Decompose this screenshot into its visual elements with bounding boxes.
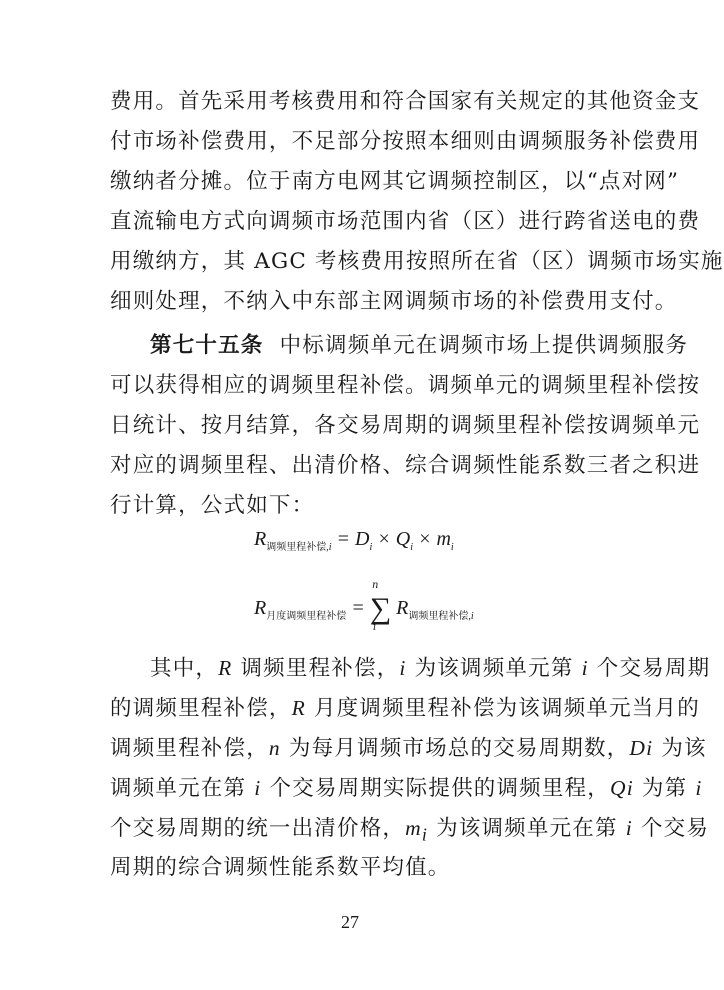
article-text: 中标调频单元在调频市场上提供调频服务 <box>279 333 689 358</box>
article-title: 第七十五条 <box>150 333 264 358</box>
text-line: 可以获得相应的调频里程补偿。调频单元的调频里程补偿按 <box>110 373 701 398</box>
text-line: 个交易周期的统一出清价格，$m_i$ 为该调频单元在第 i 个交易 <box>110 816 710 845</box>
sum-upper-limit: n <box>372 580 379 591</box>
formula-mileage-compensation: $R_{调频里程补偿,i} = D_i \times Q_i \times m_i$ <box>254 528 454 553</box>
text-line: 费用。首先采用考核费用和符合国家有关规定的其他资金支 <box>110 89 701 114</box>
formula-subscript: 调频里程补偿, <box>408 611 471 622</box>
sum-lower-limit: i <box>373 622 377 633</box>
formula-monthly-compensation: $R_{月度调频里程补偿}$ = ∑ $R_{调频里程补偿,i}$ <box>254 592 474 625</box>
text-line: 周期的综合调频性能系数平均值。 <box>110 855 451 880</box>
text-line: 其中，R 调频里程补偿，i 为该调频单元第 i 个交易周期 <box>150 656 711 681</box>
text-line: 直流输电方式向调频市场范围内省（区）进行跨省送电的费 <box>110 209 701 234</box>
text-line: 缴纳者分摊。位于南方电网其它调频控制区，以“点对网” <box>110 169 680 194</box>
article-75-first-line <box>150 328 689 364</box>
text-line: 调频单元在第 i 个交易周期实际提供的调频里程，Qi 为第 i <box>110 776 703 801</box>
formula-subscript: 月度调频里程补偿 <box>266 611 347 622</box>
page-number: 27 <box>341 912 359 932</box>
formula-subscript: 调频里程补偿, <box>266 542 329 553</box>
text-line: 付市场补偿费用，不足部分按照本细则由调频服务补偿费用 <box>110 129 701 154</box>
text-line: 行计算，公式如下： <box>110 493 315 518</box>
text-line: 细则处理，不纳入中东部主网调频市场的补偿费用支付。 <box>110 289 678 314</box>
sigma-symbol: ∑ <box>369 592 392 625</box>
text-line: 用缴纳方，其 AGC 考核费用按照所在省（区）调频市场实施 <box>110 249 724 274</box>
text-line: 对应的调频里程、出清价格、综合调频性能系数三者之积进 <box>110 453 701 478</box>
text-line: 日统计、按月结算，各交易周期的调频里程补偿按调频单元 <box>110 413 701 438</box>
text-line: 调频里程补偿，n 为每月调频市场总的交易周期数，Di 为该 <box>110 736 707 761</box>
text-line: 的调频里程补偿，R 月度调频里程补偿为该调频单元当月的 <box>110 696 700 721</box>
